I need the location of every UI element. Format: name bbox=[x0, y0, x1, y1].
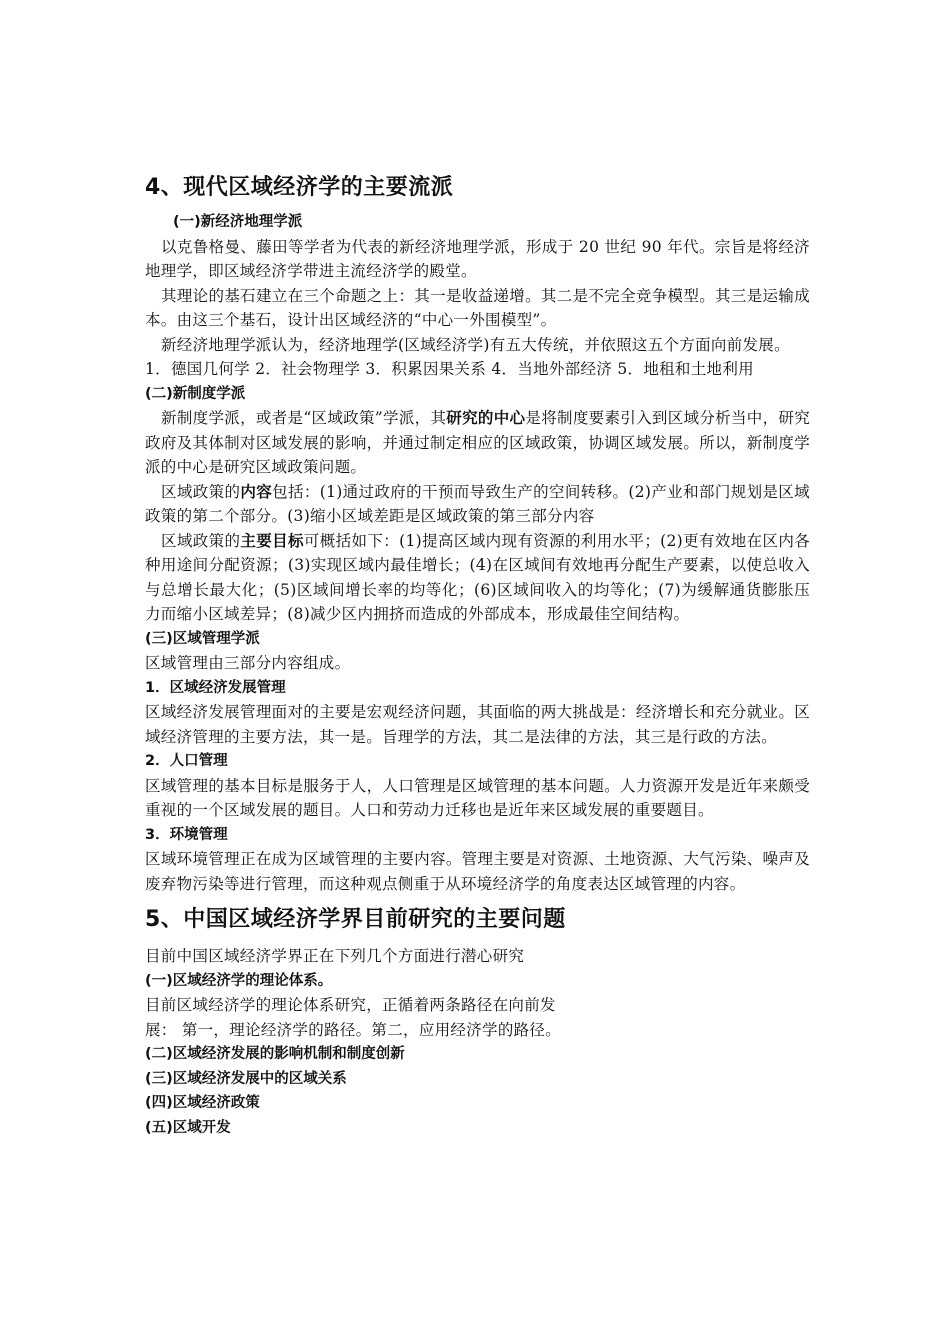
research-topic-heading: (二)区域经济发展的影响机制和制度创新 bbox=[145, 1046, 405, 1062]
subsection-regional-management-heading: (三)区域管理学派 bbox=[145, 630, 260, 647]
research-topic-heading: (一)区域经济学的理论体系。 bbox=[145, 972, 333, 989]
paragraph bbox=[145, 529, 810, 627]
paragraph: 以克鲁格曼、藤田等学者为代表的新经济地理学派，形成于 20 世纪 90 年代。宗旨是将经济地理学，即区域经济学带进主流经济学的殿堂。 bbox=[145, 237, 810, 280]
item-heading: 1．区域经济发展管理 bbox=[145, 679, 286, 696]
document-page bbox=[145, 170, 810, 1140]
paragraph-line: 展： 第一，理论经济学的路径。第二，应用经济学的路径。 bbox=[145, 1020, 562, 1039]
research-topic-heading: (三)区域经济发展中的区域关系 bbox=[145, 1070, 347, 1087]
research-topic-heading: (五)区域开发 bbox=[145, 1119, 231, 1136]
emphasis-text: 研究的中心 bbox=[446, 409, 526, 427]
section-5-title: 5、中国区域经济学界目前研究的主要问题 bbox=[145, 907, 566, 932]
text-run: 可概括如下：(1)提高区域内现有资源的利用水平；(2)更有效地在区内各种用途间分配资源；(3)实现区域内最佳增长；(4)在区域间有效地再分配生产要素，以使总收入与总增长最大化；(5)区域间增长率的均等化；(6)区域间收入的均等化；(7)为缓解通货膨胀压力而缩小区域差异；(8)减少区内拥挤而造成的外部成本，形成最佳空间结构。 bbox=[145, 531, 811, 623]
paragraph-five-traditions: 1．德国几何学 2．社会物理学 3．积累因果关系 4．当地外部经济 5．地租和土地利用 bbox=[145, 360, 754, 378]
paragraph: 区域管理的基本目标是服务于人，人口管理是区域管理的基本问题。人力资源开发是近年来颇受重视的一个区域发展的题目。人口和劳动力迁移也是近年来区域发展的重要题目。 bbox=[145, 776, 810, 819]
text-run: 区域政策的 bbox=[161, 482, 241, 501]
paragraph: 区域管理由三部分内容组成。 bbox=[145, 654, 351, 672]
item-heading: 2．人口管理 bbox=[145, 753, 228, 769]
emphasis-text: 内容 bbox=[240, 482, 273, 501]
paragraph: 区域经济发展管理面对的主要是宏观经济问题，其面临的两大挑战是：经济增长和充分就业。区域经济管理的主要方法，其一是。旨理学的方法，其二是法律的方法，其三是行政的方法。 bbox=[145, 703, 810, 746]
paragraph bbox=[145, 406, 810, 480]
paragraph: 目前中国区域经济学界正在下列几个方面进行潜心研究 bbox=[145, 947, 525, 965]
paragraph bbox=[145, 480, 810, 529]
item-heading: 3．环境管理 bbox=[145, 826, 228, 843]
paragraph: 区域环境管理正在成为区域管理的主要内容。管理主要是对资源、土地资源、大气污染、噪声及废弃物污染等进行管理，而这种观点侧重于从环境经济学的角度表达区域管理的内容。 bbox=[145, 850, 810, 893]
paragraph: 新经济地理学派认为，经济地理学(区域经济学)有五大传统，并依照这五个方面向前发展。 bbox=[161, 335, 790, 354]
subsection-new-institutional-heading: (二)新制度学派 bbox=[145, 385, 246, 402]
research-topic-heading: (四)区域经济政策 bbox=[145, 1095, 260, 1111]
subsection-new-economic-geography-heading: (一)新经济地理学派 bbox=[173, 214, 303, 230]
text-run: 新制度学派，或者是“区域政策”学派，其 bbox=[161, 409, 447, 427]
emphasis-text: 主要目标 bbox=[240, 531, 304, 550]
section-4-title: 4、现代区域经济学的主要流派 bbox=[145, 175, 454, 200]
paragraph: 其理论的基石建立在三个命题之上：其一是收益递增。其二是不完全竞争模型。其三是运输成本。由这三个基石，设计出区域经济的“中心一外围模型”。 bbox=[145, 286, 810, 329]
text-run: 包括：(1)通过政府的干预而导致生产的空间转移。(2)产业和部门规划是区域政策的第二个部分。(3)缩小区域差距是区域政策的第三部分内容 bbox=[145, 482, 810, 525]
text-run: 区域政策的 bbox=[161, 531, 241, 550]
paragraph-line: 目前区域经济学的理论体系研究，正循着两条路径在向前发 bbox=[145, 996, 556, 1014]
text-run: 是将制度要素引入到区域分析当中，研究政府及其体制对区域发展的影响，并通过制定相应的区域政策，协调区域发展。所以，新制度学派的中心是研究区域政策问题。 bbox=[145, 409, 810, 476]
